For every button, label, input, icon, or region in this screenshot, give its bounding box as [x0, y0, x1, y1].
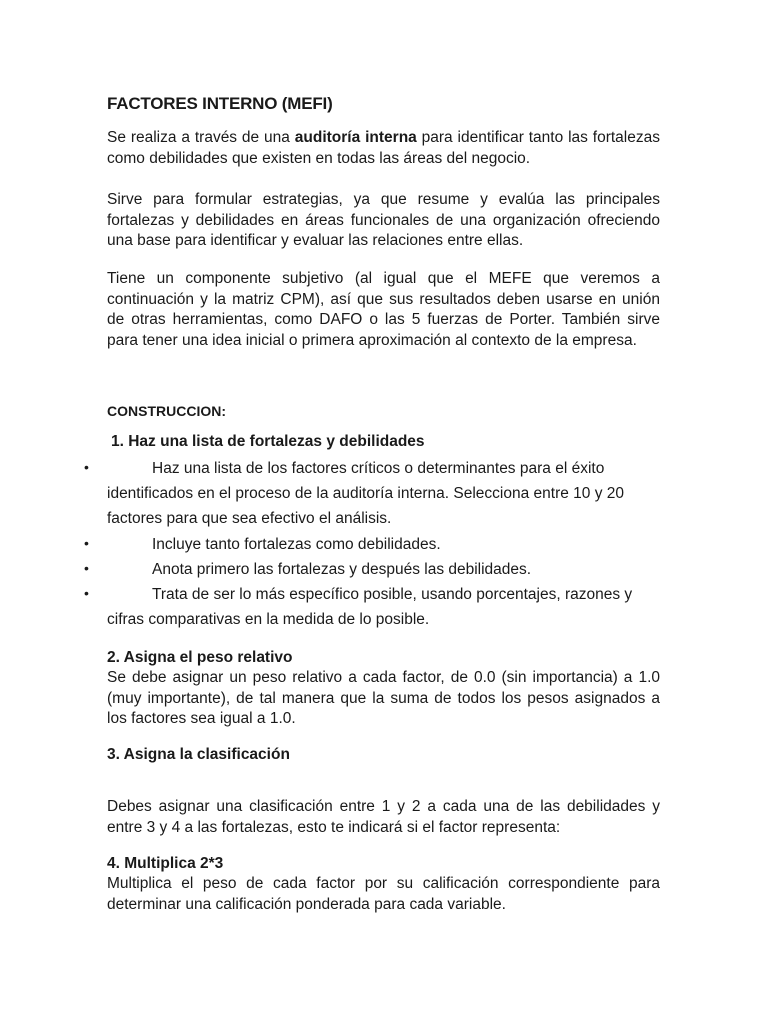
bullet-2-line-1: Incluye tanto fortalezas como debilidades.	[152, 536, 441, 553]
intro-paragraph-3: Tiene un componente subjetivo (al igual que el MEFE que veremos a continuación y la matriz CPM), así que sus resultados deben usarse en unión de otras herramientas, como DAFO o las 5 fuerzas de Porter. También sirve para tener una idea inicial o primera aproximación al contexto de la empresa.	[107, 270, 660, 349]
intro-p1-end: para identificar tanto las fortalezas como debilidades que existen en todas las áreas del negocio.	[107, 129, 660, 167]
bullet-3-line-1: Anota primero las fortalezas y después las debilidades.	[152, 561, 532, 578]
step3-heading: 3. Asigna la clasificación	[107, 746, 290, 763]
step4-text: Multiplica el peso de cada factor por su calificación correspondiente para determinar una calificación ponderada para cada variable.	[107, 875, 660, 913]
document-title: FACTORES INTERNO (MEFI)	[107, 94, 333, 113]
step2-heading: 2. Asigna el peso relativo	[107, 649, 293, 666]
intro-p1-start: Se realiza a través de una	[107, 129, 295, 146]
step2-text: Se debe asignar un peso relativo a cada factor, de 0.0 (sin importancia) a 1.0 (muy importante), de tal manera que la suma de todos los pesos asignados a los factores sea igual a 1.0.	[107, 669, 660, 727]
intro-paragraph-1	[107, 128, 660, 169]
bullet-1-line-3: factores para que sea efectivo el análisis.	[107, 510, 392, 527]
construccion-heading: CONSTRUCCION:	[107, 403, 226, 419]
intro-p1-bold: auditoría interna	[294, 129, 417, 146]
bullet-4-line-1: Trata de ser lo más específico posible, usando porcentajes, razones y	[152, 586, 633, 603]
step3-text: Debes asignar una clasificación entre 1 y 2 a cada una de las debilidades y entre 3 y 4 a las fortalezas, esto te indicará si el factor representa:	[107, 798, 660, 836]
step1-heading: 1. Haz una lista de fortalezas y debilidades	[111, 433, 425, 450]
bullet-dot: •	[84, 585, 89, 601]
bullet-dot: •	[84, 535, 89, 551]
bullet-dot: •	[84, 459, 89, 475]
bullet-1-line-1: Haz una lista de los factores críticos o determinantes para el éxito	[152, 460, 605, 477]
intro-paragraph-2: Sirve para formular estrategias, ya que resume y evalúa las principales fortalezas y debilidades en áreas funcionales de una organización ofreciendo una base para identificar y evaluar las relaciones entre ellas.	[107, 191, 660, 249]
step4-heading: 4. Multiplica 2*3	[107, 855, 224, 872]
bullet-dot: •	[84, 560, 89, 576]
bullet-4-line-2: cifras comparativas en la medida de lo posible.	[107, 611, 430, 628]
bullet-1-line-2: identificados en el proceso de la auditoría interna. Selecciona entre 10 y 20	[107, 485, 625, 502]
